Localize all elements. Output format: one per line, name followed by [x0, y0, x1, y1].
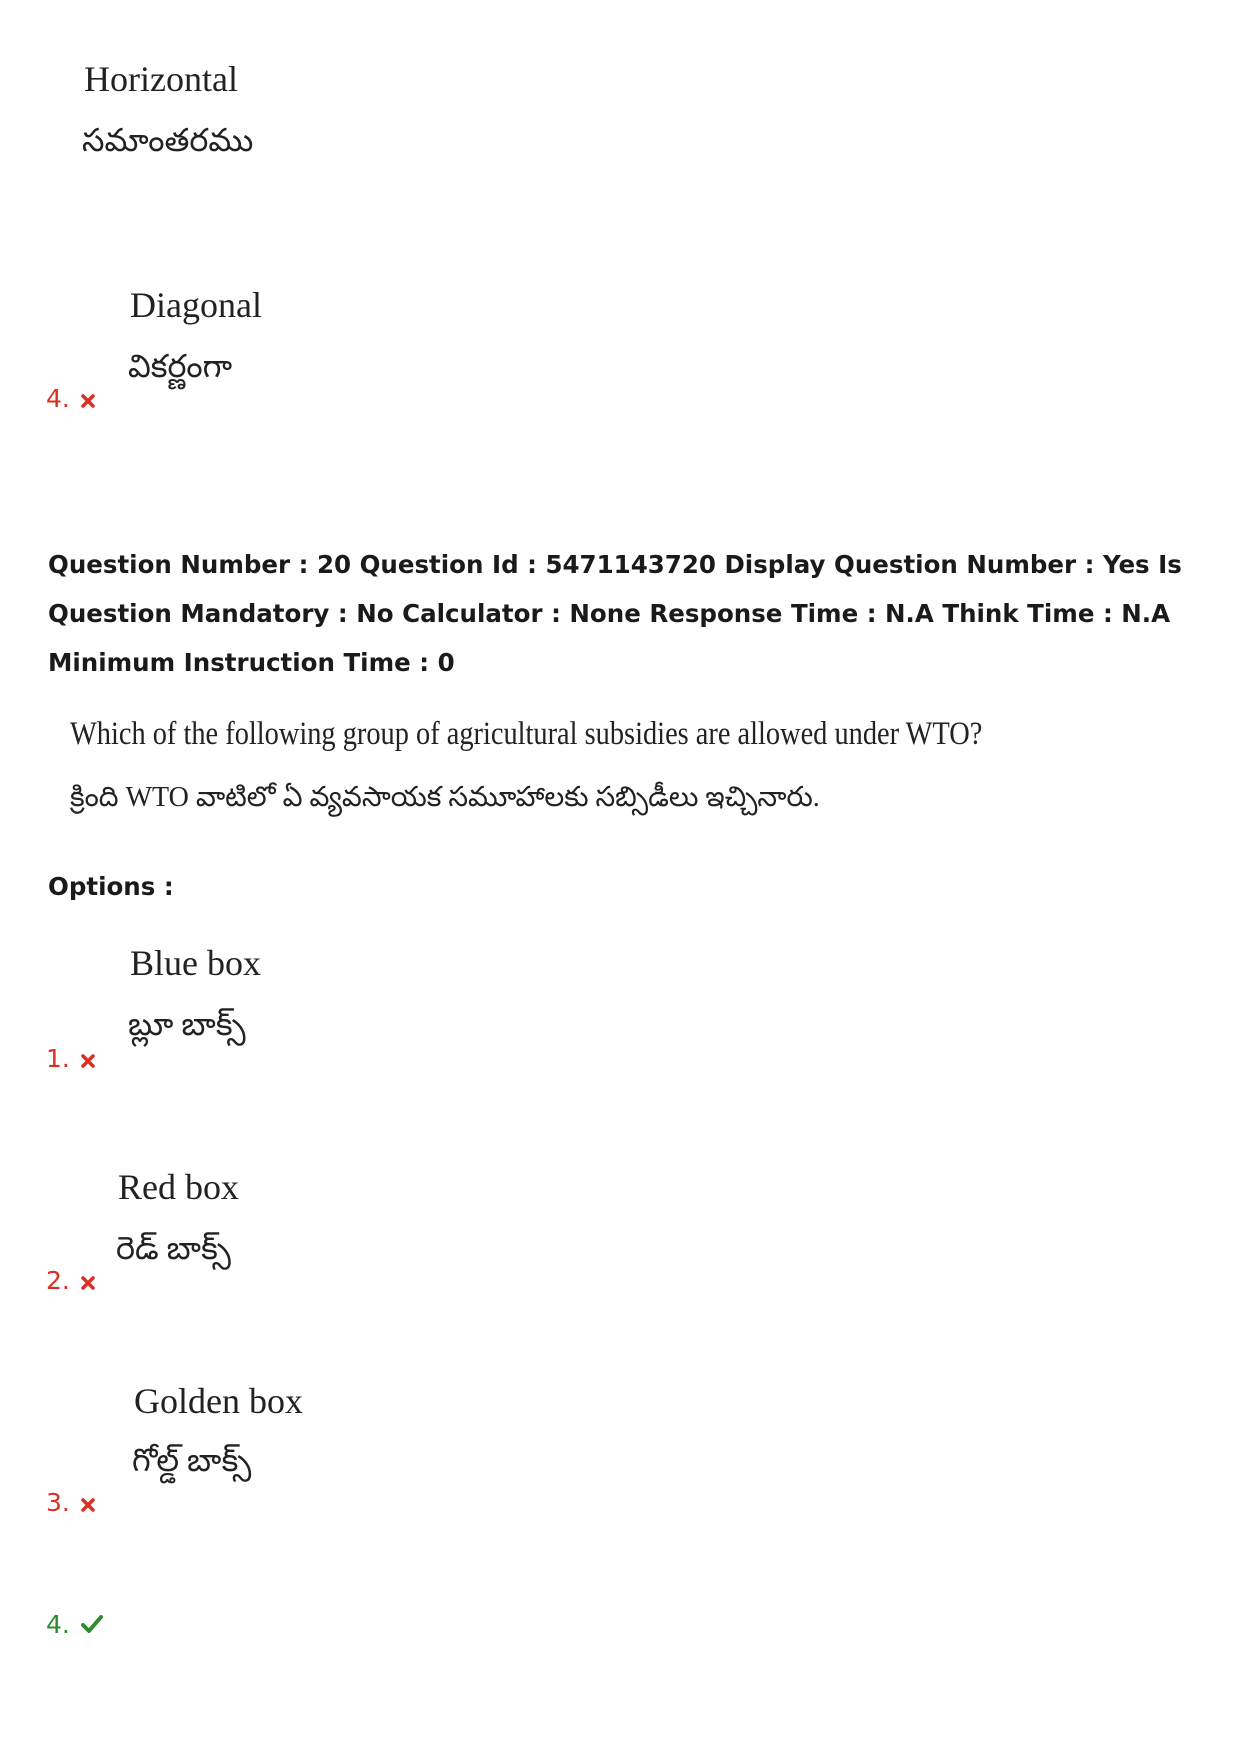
prev-option-4-english: Diagonal: [130, 285, 262, 325]
option-1-english: Blue box: [130, 943, 261, 983]
cross-icon: [80, 1046, 96, 1075]
option-4-number: 4.: [46, 1610, 70, 1639]
prev-option-4-row: [46, 384, 96, 415]
option-3-telugu: గోల్డ్ బాక్స్: [132, 1442, 252, 1478]
option-3-row: [46, 1488, 96, 1519]
question-text-english: Which of the following group of agricultural subsidies are allowed under WTO?: [70, 716, 983, 752]
question-meta: Question Number : 20 Question Id : 5471143720 Display Question Number : Yes Is Question Mandatory : No Calculator : None Response Time : N.A Think Time : N.A Minimum Instruction Time : 0: [48, 550, 1182, 677]
option-2-telugu: రెడ్ బాక్స్: [116, 1230, 231, 1266]
option-4-row: [46, 1610, 104, 1641]
option-2-row: [46, 1266, 96, 1297]
prev-option-3-english: Horizontal: [84, 59, 238, 99]
option-1-row: [46, 1044, 96, 1075]
option-2-number: 2.: [46, 1266, 70, 1295]
prev-option-3-telugu: సమాంతరము: [82, 122, 254, 158]
options-label: Options :: [48, 872, 174, 901]
question-text-telugu: క్రింది WTO వాటిలో ఏ వ్యవసాయక సమూహాలకు సబ్సిడీలు ఇచ్చినారు.: [70, 782, 820, 813]
option-2-english: Red box: [118, 1167, 239, 1207]
check-icon: [80, 1612, 104, 1641]
option-3-number: 3.: [46, 1488, 70, 1517]
cross-icon: [80, 1490, 96, 1519]
option-3-english: Golden box: [134, 1381, 303, 1421]
cross-icon: [80, 1268, 96, 1297]
prev-option-4-number: 4.: [46, 384, 70, 413]
prev-option-4-telugu: వికర్ణంగా: [128, 348, 233, 384]
option-1-number: 1.: [46, 1044, 70, 1073]
cross-icon: [80, 386, 96, 415]
option-1-telugu: బ్లూ బాక్స్: [128, 1006, 246, 1042]
